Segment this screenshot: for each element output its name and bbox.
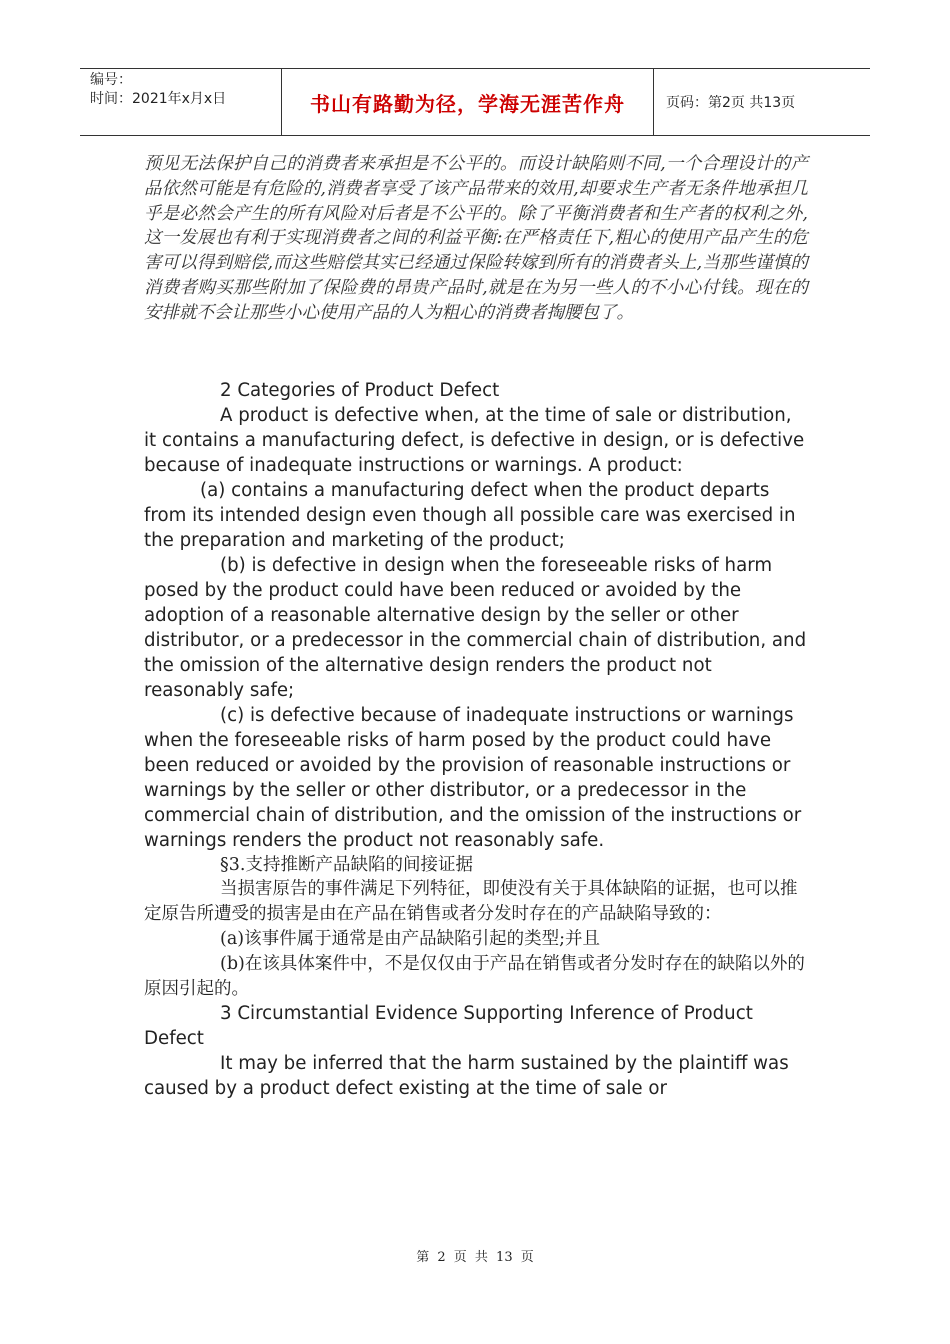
section-2-item-b: (b) is defective in design when the foreseeable risks of harm posed by the product could have been reduced or avoided by the adoption of a reasonable alternative design by the seller or other distributor, or a predecessor in the commercial chain of distribution, and the omission of the alternative design renders the product not reasonably safe;	[144, 554, 807, 701]
section-3-chinese-item-b: (b)在该具体案件中，不是仅仅由于产品在销售或者分发时存在的缺陷以外的原因引起的。	[144, 953, 805, 999]
document-date-label: 时间：2021年x月x日	[90, 91, 227, 107]
section-3-chinese-heading: §3.支持推断产品缺陷的间接证据	[220, 854, 473, 875]
header-meta	[80, 69, 282, 135]
section-3-chinese-item-a: (a)该事件属于通常是由产品缺陷引起的类型;并且	[220, 928, 600, 949]
header-page-label: 页码：第2页 共13页	[666, 95, 796, 111]
section-2-paragraph: A product is defective when, at the time of sale or distribution, it contains a manufacturing defect, is defective in design, or is defective because of inadequate instructions or warnings. A product:	[144, 404, 805, 476]
section-3-paragraph: It may be inferred that the harm sustained by the plaintiff was caused by a product defect existing at the time of sale or	[144, 1053, 789, 1100]
section-2-item-a: (a) contains a manufacturing defect when the product departs from its intended design even though all possible care was exercised in the preparation and marketing of the product;	[144, 479, 796, 551]
header-motto-cell	[282, 69, 654, 135]
paragraph-gap	[144, 326, 808, 378]
document-header	[80, 68, 870, 136]
section-2-item-c: (c) is defective because of inadequate instructions or warnings when the foreseeable risks of harm posed by the product could have been reduced or avoided by the provision of reasonable instructions or warnings by the seller or other distributor, or a predecessor in the commercial chain of distribution, and the omission of the instructions or warnings renders the product not reasonably safe.	[144, 704, 802, 851]
section-2-heading: 2 Categories of Product Defect	[220, 379, 500, 401]
section-3-heading: 3 Circumstantial Evidence Supporting Inference of Product Defect	[144, 1003, 753, 1050]
header-page-cell	[654, 69, 870, 135]
document-body	[144, 152, 808, 1101]
section-3-chinese-paragraph: 当损害原告的事件满足下列特征，即使没有关于具体缺陷的证据，也可以推定原告所遭受的损害是由在产品在销售或者分发时存在的产品缺陷导致的：	[144, 879, 798, 925]
page-footer: 第 2 页 共 13 页	[416, 1250, 534, 1265]
header-motto: 书山有路勤为径，学海无涯苦作舟	[310, 91, 625, 116]
document-number-label: 编号：	[90, 72, 132, 88]
chinese-intro-paragraph: 预见无法保护自己的消费者来承担是不公平的。而设计缺陷则不同,一个合理设计的产品依然可能是有危险的,消费者享受了该产品带来的效用,却要求生产者无条件地承担几乎是必然会产生的所有风险对后者是不公平的。除了平衡消费者和生产者的权利之外,这一发展也有利于实现消费者之间的利益平衡:在严格责任下,粗心的使用产品产生的危害可以得到赔偿,而这些赔偿其实已经通过保险转嫁到所有的消费者头上,当那些谨慎的消费者购买那些附加了保险费的昂贵产品时,就是在为另一些人的不小心付钱。现在的安排就不会让那些小心使用产品的人为粗心的消费者掏腰包了。	[144, 154, 808, 323]
